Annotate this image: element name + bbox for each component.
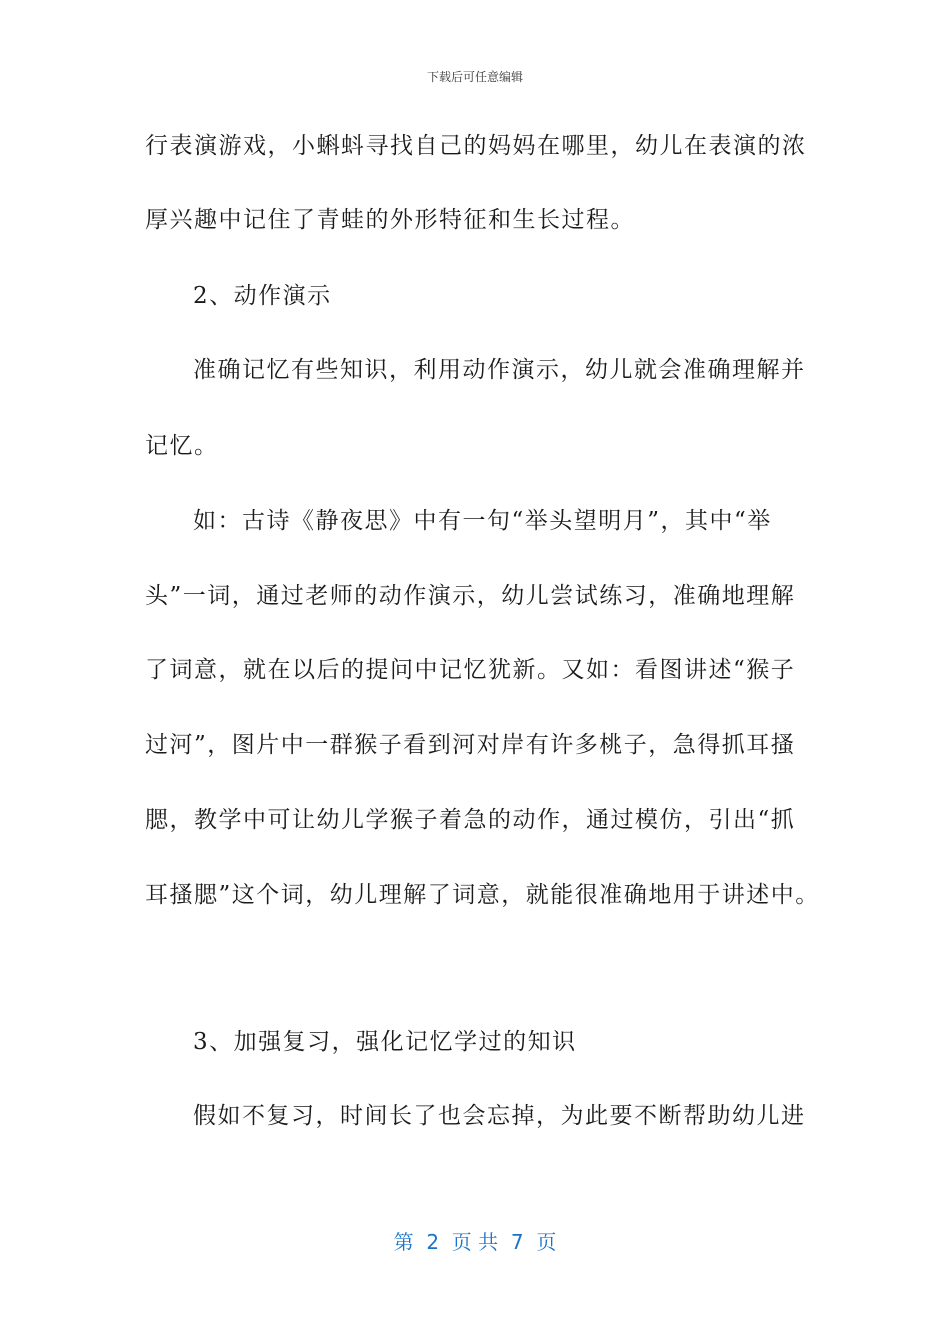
section-heading-2: 2、动作演示 — [193, 283, 332, 309]
body-line-10: 耳搔腮”这个词，幼儿理解了词意，就能很准确地用于讲述中。 — [145, 882, 820, 908]
body-line-1: 行表演游戏，小蝌蚪寻找自己的妈妈在哪里，幼儿在表演的浓 — [145, 133, 807, 159]
body-line-6: 头”一词，通过老师的动作演示，幼儿尝试练习，准确地理解 — [145, 583, 796, 609]
header-note: 下载后可任意编辑 — [426, 70, 523, 84]
body-line-11: 假如不复习，时间长了也会忘掉，为此要不断帮助幼儿进 — [193, 1103, 806, 1129]
body-line-9: 腮，教学中可让幼儿学猴子着急的动作，通过模仿，引出“抓 — [145, 807, 796, 833]
body-line-8: 过河”，图片中一群猴子看到河对岸有许多桃子，急得抓耳搔 — [145, 732, 796, 758]
section-heading-3: 3、加强复习，强化记忆学过的知识 — [193, 1029, 577, 1055]
body-line-5: 如：古诗《静夜思》中有一句“举头望明月”，其中“举 — [193, 508, 772, 534]
body-line-4: 记忆。 — [145, 433, 219, 459]
page-number-footer: 第 2 页 共 7 页 — [393, 1230, 557, 1254]
body-line-7: 了词意，就在以后的提问中记忆犹新。又如：看图讲述“猴子 — [145, 657, 796, 683]
body-line-2: 厚兴趣中记住了青蛙的外形特征和生长过程。 — [145, 207, 635, 233]
body-line-3: 准确记忆有些知识，利用动作演示，幼儿就会准确理解并 — [193, 357, 806, 383]
